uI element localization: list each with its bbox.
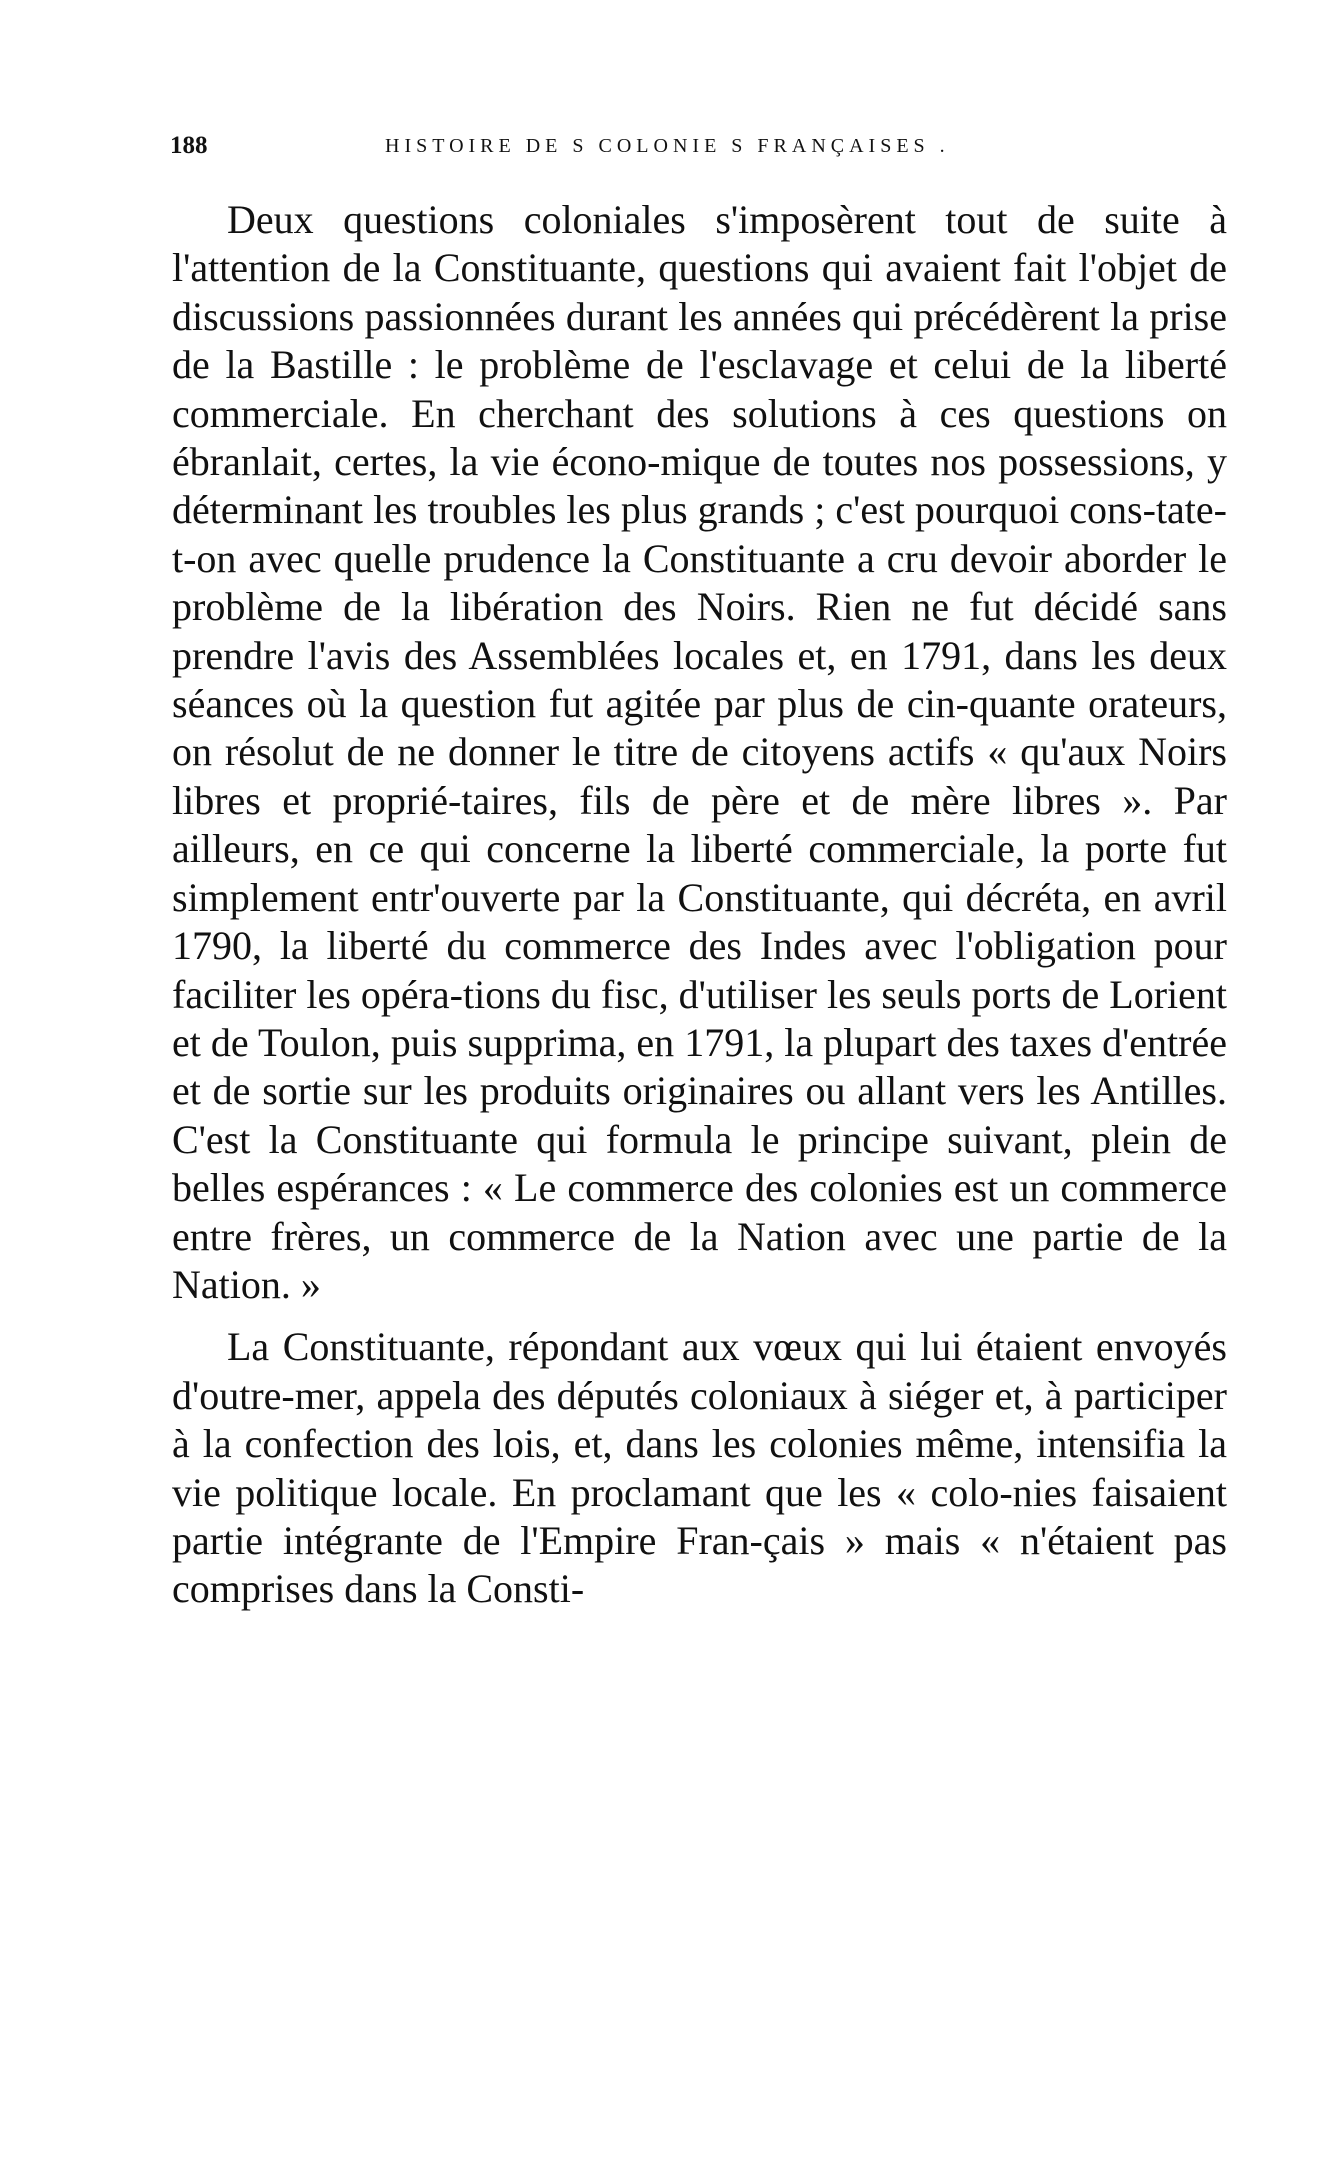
paragraph-1: Deux questions coloniales s'imposèrent tout de suite à l'attention de la Constituante, questions qui avaient fait l'objet de discussions passionnées durant les années qui précédèrent la prise de la Bastille : le problème de l'esclavage et celui de la liberté commerciale. En cherchant des solutions à ces questions on ébranlait, certes, la vie écono-mique de toutes nos possessions, y déterminant les troubles les plus grands ; c'est pourquoi cons-tate-t-on avec quelle prudence la Constituante a cru devoir aborder le problème de la libération des Noirs. Rien ne fut décidé sans prendre l'avis des Assemblées locales et, en 1791, dans les deux séances où la question fut agitée par plus de cin-quante orateurs, on résolut de ne donner le titre de citoyens actifs « qu'aux Noirs libres et proprié-taires, fils de père et de mère libres ». Par ailleurs, en ce qui concerne la liberté commerciale, la porte fut simplement entr'ouverte par la Constituante, qui décréta, en avril 1790, la liberté du commerce des Indes avec l'obligation pour faciliter les opéra-tions du fisc, d'utiliser les seuls ports de Lorient et de Toulon, puis supprima, en 1791, la plupart des taxes d'entrée et de sortie sur les produits originaires ou allant vers les Antilles. C'est la Constituante qui formula le principe suivant, plein de belles espérances : « Le commerce des colonies est un commerce entre frères, un commerce de la Nation avec une partie de la Nation. » <box>172 197 1227 1307</box>
running-head <box>170 128 1230 164</box>
page-number: 188 <box>170 132 208 159</box>
body-text <box>172 196 1227 1614</box>
running-title: HISTOIRE DE S COLONIE S FRANÇAISES . <box>385 135 950 157</box>
paragraph-2: La Constituante, répondant aux vœux qui lui étaient envoyés d'outre-mer, appela des députés coloniaux à siéger et, à participer à la confection des lois, et, dans les colonies même, intensifia la vie politique locale. En proclamant que les « colo-nies faisaient partie intégrante de l'Empire Fran-çais » mais « n'étaient pas comprises dans la Consti- <box>172 1324 1227 1612</box>
